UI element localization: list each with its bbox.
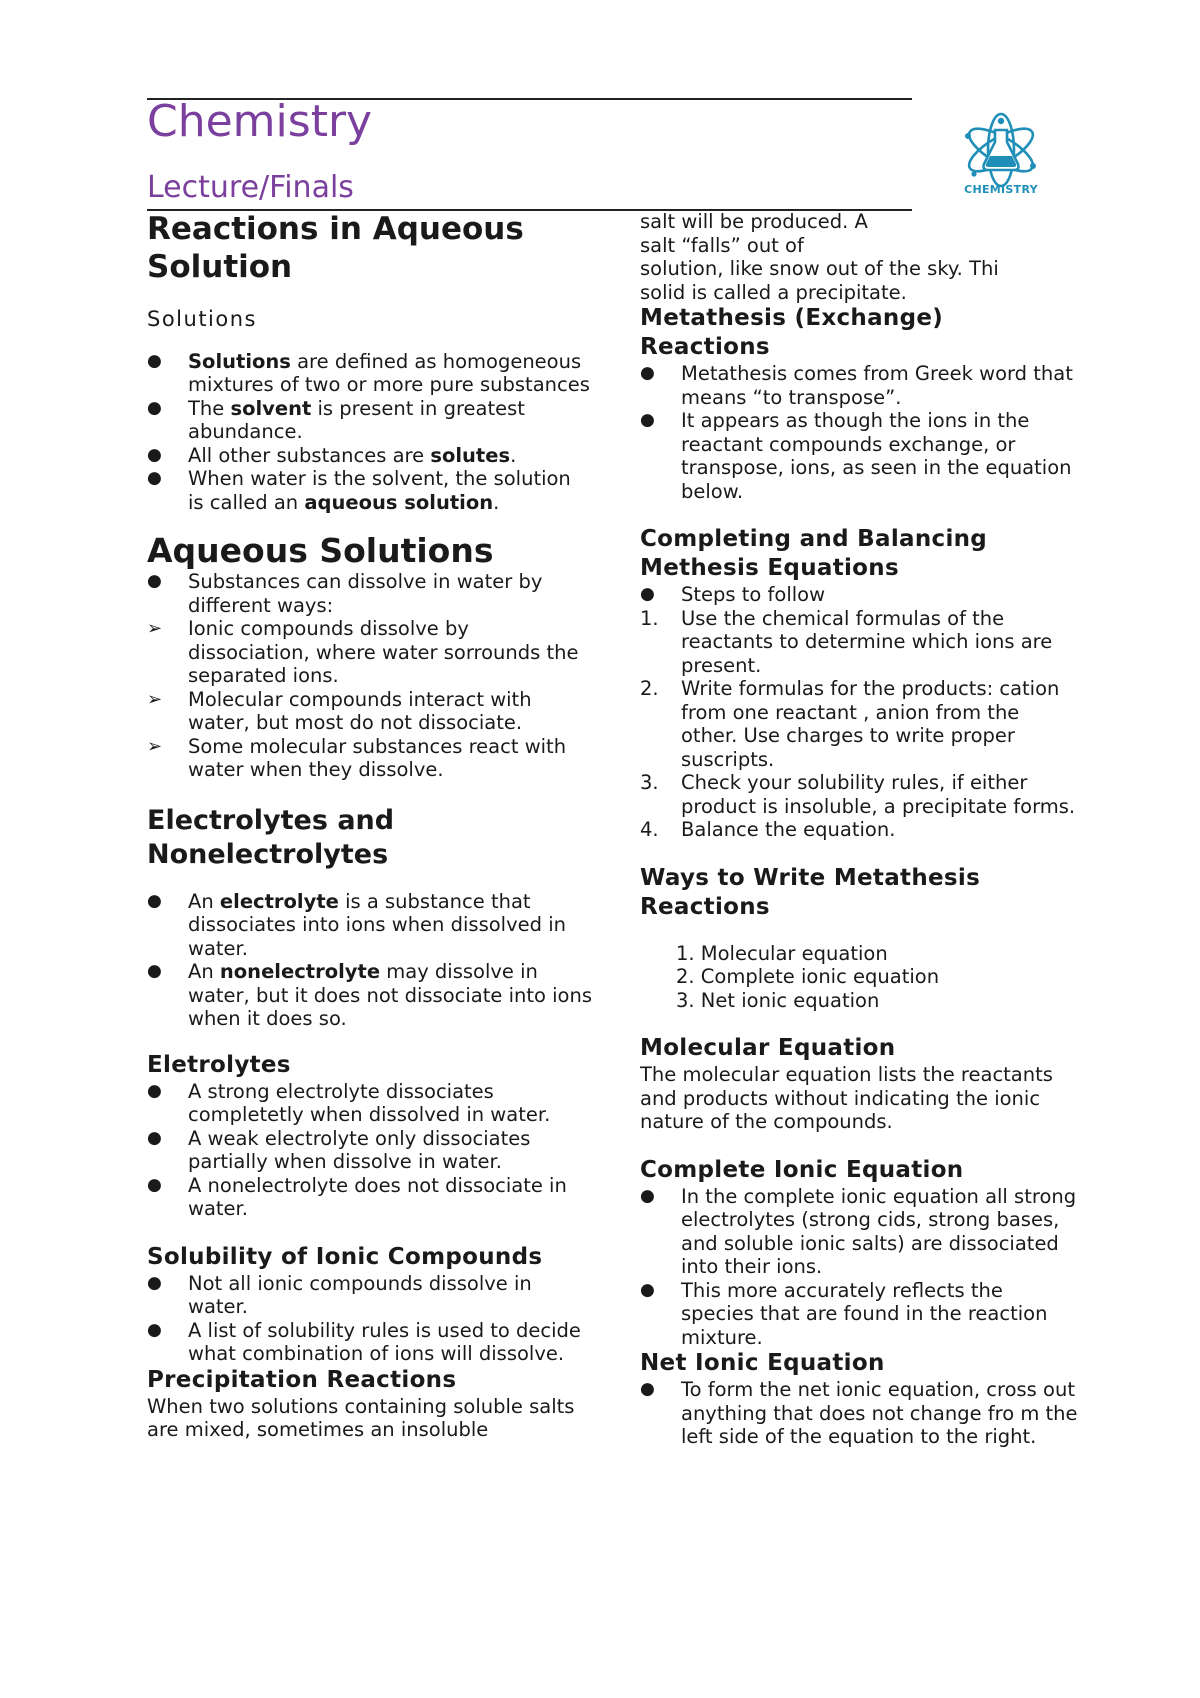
- subsection-solutions: Solutions: [147, 307, 257, 331]
- section-title-electrolytes: Electrolytes and Nonelectrolytes: [147, 804, 395, 870]
- aqueous-bullets: [147, 570, 592, 617]
- list-item: ➢ Some molecular substances react with water when they dissolve.: [147, 735, 592, 782]
- item-text: are defined as homogeneous mixtures of two or more pure substances: [188, 349, 590, 396]
- list-item: [147, 890, 592, 961]
- continued-line: solid is called a precipitate.: [640, 280, 907, 304]
- item-text: When water is the solvent, the solution is called an: [188, 467, 571, 514]
- item-text: .: [510, 443, 517, 467]
- list-item: ● It appears as though the ions in the reactant compounds exchange, or transpose, ions, as seen in the equation below.: [640, 409, 1080, 503]
- section-title-completing-balancing: Completing and Balancing Methesis Equations: [640, 526, 988, 581]
- item-text: An: [188, 889, 220, 913]
- section-title-precipitation: Precipitation Reactions: [147, 1366, 457, 1393]
- item-number: 2.: [640, 677, 659, 700]
- item-text: is a substance that dissociates into ions when dissolved in water.: [188, 889, 566, 960]
- section-title-complete-ionic: Complete Ionic Equation: [640, 1156, 964, 1183]
- item-number: 3.: [640, 771, 659, 794]
- list-item: [147, 397, 592, 444]
- section-title-eletrolytes: Eletrolytes: [147, 1051, 291, 1078]
- item-text: is present in greatest abundance.: [188, 396, 525, 443]
- bold-term: Solutions: [188, 349, 291, 373]
- section-title-solubility: Solubility of Ionic Compounds: [147, 1243, 543, 1270]
- list-item: ● In the complete ionic equation all strong electrolytes (strong cids, strong bases, and soluble ionic salts) are dissociated into their ions.: [640, 1185, 1080, 1279]
- complete-ionic-bullets: [640, 1185, 1080, 1350]
- item-text: Balance the equation.: [681, 818, 896, 841]
- item-text: Use the chemical formulas of the reactants to determine which ions are present.: [681, 606, 1053, 677]
- item-text: Check your solubility rules, if either product is insoluble, a precipitate forms.: [681, 771, 1076, 818]
- list-item: [640, 771, 1080, 818]
- ways-list: [640, 942, 1080, 1013]
- list-item: [640, 677, 1080, 771]
- solutions-bullets: [147, 350, 592, 515]
- electrolytes-bullets: [147, 890, 592, 1031]
- page-subtitle: Lecture/Finals: [147, 170, 354, 205]
- list-item: ● A weak electrolyte only dissociates partially when dissolve in water.: [147, 1127, 592, 1174]
- item-number: 4.: [640, 818, 659, 841]
- steps-numbered-list: [640, 607, 1080, 842]
- item-text: All other substances are: [188, 443, 431, 467]
- item-number: 1.: [640, 606, 659, 630]
- section-title-reactions-aqueous: Reactions in Aqueous Solution: [147, 211, 524, 285]
- continued-line: salt will be produced. A: [640, 210, 868, 233]
- aqueous-arrow-list: [147, 617, 592, 782]
- list-item: ● A list of solubility rules is used to decide what combination of ions will dissolve.: [147, 1319, 592, 1366]
- item-text: Write formulas for the products: cation from one reactant , anion from the other. Use charges to write proper suscripts.: [681, 677, 1060, 771]
- logo-text: CHEMISTRY: [964, 183, 1038, 196]
- list-item: [147, 467, 592, 514]
- list-item: ➢ Molecular compounds interact with water, but most do not dissociate.: [147, 688, 592, 735]
- list-item: [147, 444, 592, 468]
- item-text: .: [493, 490, 500, 514]
- section-title-metathesis: Metathesis (Exchange) Reactions: [640, 305, 944, 360]
- list-item: 2. Complete ionic equation: [676, 965, 940, 988]
- item-text: may dissolve in water, but it does not dissociate into ions when it does so.: [188, 960, 592, 1030]
- continued-line: solution, like snow out of the sky. Thi: [640, 257, 999, 280]
- section-title-ways-to-write: Ways to Write Metathesis Reactions: [640, 864, 981, 920]
- continued-line: salt “falls” out of: [640, 233, 804, 257]
- list-item: ● To form the net ionic equation, cross out anything that does not change fro m the left side of the equation to the right.: [640, 1378, 1080, 1449]
- metathesis-bullets: [640, 362, 1080, 503]
- solubility-bullets: [147, 1272, 592, 1366]
- list-item: 1. Molecular equation: [676, 941, 888, 965]
- list-item: 3. Net ionic equation: [676, 988, 880, 1012]
- item-text: An: [188, 960, 220, 983]
- item-text: The: [188, 396, 231, 420]
- net-ionic-bullets: [640, 1378, 1080, 1449]
- bold-term: solutes: [430, 443, 511, 467]
- left-column: [147, 210, 592, 1442]
- bold-term: electrolyte: [219, 889, 339, 913]
- list-item: ● Metathesis comes from Greek word that means “to transpose”.: [640, 362, 1080, 409]
- right-column: [640, 210, 1080, 1449]
- list-item: ● Not all ionic compounds dissolve in water.: [147, 1272, 592, 1319]
- bold-term: aqueous solution: [304, 490, 494, 514]
- bold-term: nonelectrolyte: [219, 960, 381, 983]
- page-title: Chemistry: [147, 96, 373, 147]
- eletrolytes-bullets: [147, 1080, 592, 1221]
- list-item: ● Steps to follow: [640, 583, 1080, 607]
- section-title-aqueous-solutions: Aqueous Solutions: [147, 531, 494, 570]
- molecular-equation-paragraph: The molecular equation lists the reactants and products without indicating the ionic nature of the compounds.: [640, 1063, 1053, 1133]
- list-item: [147, 960, 592, 1031]
- list-item: ● Substances can dissolve in water by different ways:: [147, 570, 592, 617]
- bold-term: solvent: [230, 396, 312, 420]
- list-item: [147, 350, 592, 397]
- list-item: ● A nonelectrolyte does not dissociate in water.: [147, 1174, 592, 1221]
- steps-bullet: [640, 583, 1080, 607]
- list-item: ● A strong electrolyte dissociates completetly when dissolved in water.: [147, 1080, 592, 1127]
- list-item: [640, 607, 1080, 678]
- section-title-net-ionic: Net Ionic Equation: [640, 1350, 885, 1376]
- precipitation-paragraph: When two solutions containing soluble salts are mixed, sometimes an insoluble: [147, 1394, 575, 1441]
- list-item: ● This more accurately reflects the species that are found in the reaction mixture.: [640, 1279, 1080, 1350]
- list-item: [640, 818, 1080, 842]
- list-item: ➢ Ionic compounds dissolve by dissociation, where water sorrounds the separated ions.: [147, 617, 592, 688]
- section-title-molecular-equation: Molecular Equation: [640, 1035, 896, 1061]
